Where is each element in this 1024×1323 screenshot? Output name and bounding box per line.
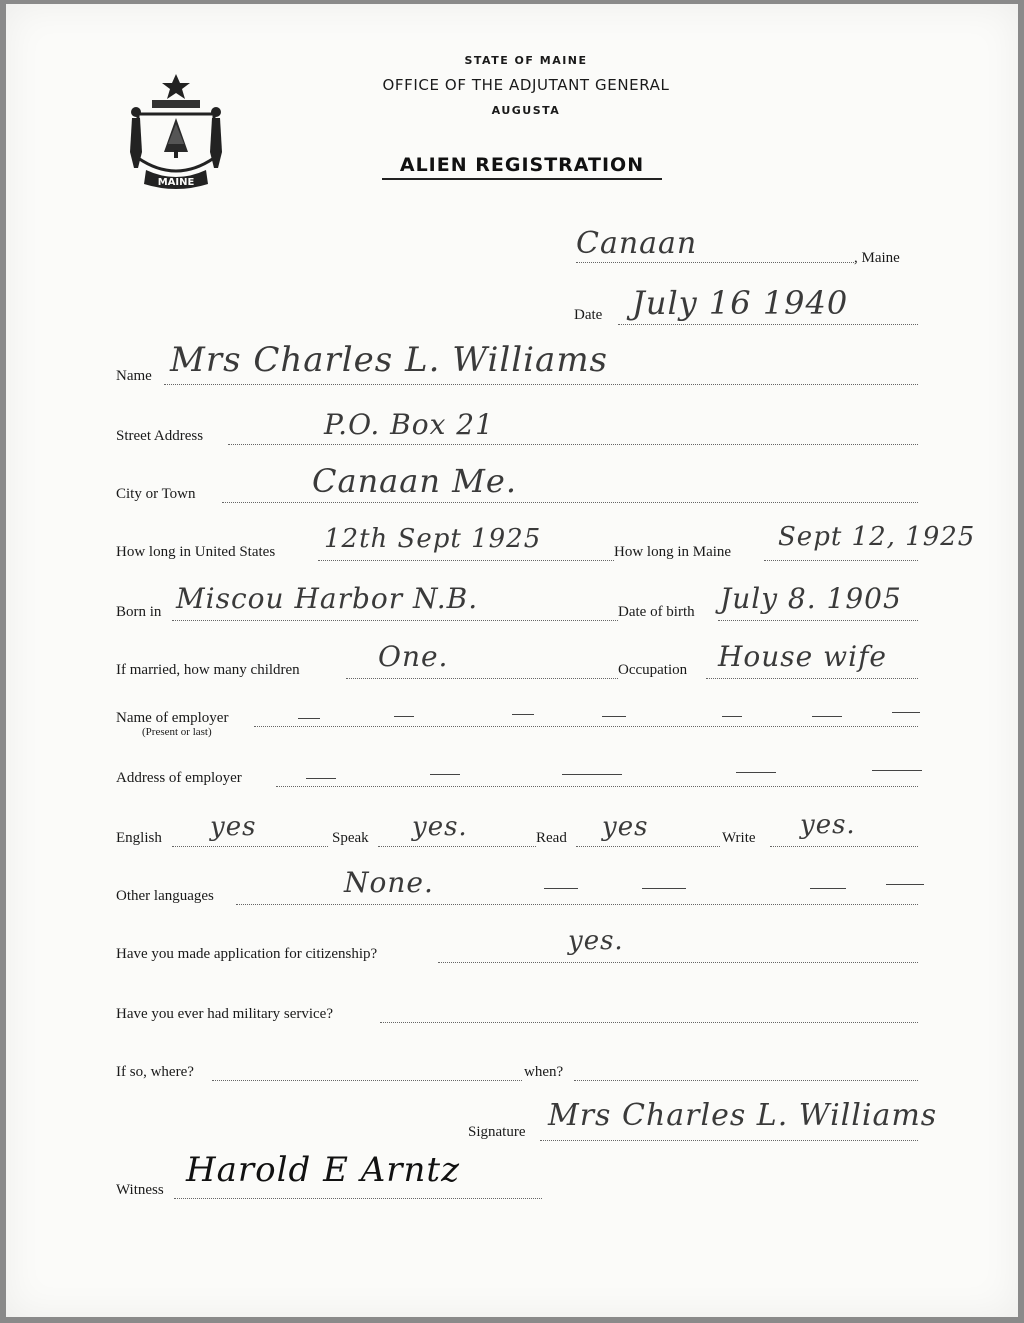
employer-address-blank-mark [430, 774, 460, 775]
other-languages-line [236, 904, 918, 905]
city-value: Canaan Me. [312, 462, 517, 500]
where-line [212, 1080, 522, 1081]
us-duration-value: 12th Sept 1925 [324, 524, 542, 554]
read-label: Read [536, 830, 567, 846]
employer-line [254, 726, 918, 727]
english-label: English [116, 830, 162, 846]
us-duration-line [318, 560, 614, 561]
street-value: P.O. Box 21 [324, 408, 494, 441]
write-value: yes. [800, 810, 856, 840]
children-line [346, 678, 618, 679]
languages-blank-mark [886, 884, 924, 885]
city-heading: AUGUSTA [491, 104, 561, 117]
city-line [222, 502, 918, 503]
other-languages-label: Other languages [116, 888, 214, 904]
witness-label: Witness [116, 1182, 164, 1198]
employer-blank-mark [812, 716, 842, 717]
town-value: Canaan [576, 226, 698, 261]
when-label: when? [524, 1064, 564, 1080]
read-line [576, 846, 720, 847]
where-label: If so, where? [116, 1064, 194, 1080]
city-label: City or Town [116, 486, 196, 502]
signature-label: Signature [468, 1124, 526, 1140]
employer-blank-mark [602, 716, 626, 717]
us-duration-label: How long in United States [116, 544, 276, 560]
dob-line [718, 620, 918, 621]
witness-line [174, 1198, 542, 1199]
military-label: Have you ever had military service? [116, 1006, 333, 1022]
dob-value: July 8. 1905 [720, 582, 902, 615]
maine-duration-line [764, 560, 918, 561]
employer-address-blank-mark [872, 770, 922, 771]
citizenship-line [438, 962, 918, 963]
street-line [228, 444, 918, 445]
employer-blank-mark [722, 716, 742, 717]
read-value: yes [602, 812, 649, 842]
english-value: yes [210, 812, 257, 842]
name-line [164, 384, 918, 385]
born-in-line [172, 620, 618, 621]
maine-state-seal [124, 72, 228, 194]
signature-line [540, 1140, 918, 1141]
employer-address-blank-mark [306, 778, 336, 779]
signature-value: Mrs Charles L. Williams [548, 1098, 938, 1133]
military-line [380, 1022, 918, 1023]
citizenship-label: Have you made application for citizenship? [116, 946, 378, 962]
children-value: One. [378, 640, 449, 673]
languages-blank-mark [642, 888, 686, 889]
english-line [172, 846, 328, 847]
employer-address-label: Address of employer [116, 770, 242, 786]
citizenship-value: yes. [568, 926, 624, 956]
speak-label: Speak [332, 830, 369, 846]
occupation-value: House wife [718, 640, 888, 673]
employer-label: Name of employer [116, 710, 229, 726]
speak-value: yes. [412, 812, 468, 842]
registration-form-page [6, 4, 1018, 1317]
employer-address-blank-mark [736, 772, 776, 773]
date-value: July 16 1940 [632, 284, 849, 322]
maine-duration-value: Sept 12, 1925 [778, 522, 976, 552]
employer-blank-mark [512, 714, 534, 715]
dob-label: Date of birth [618, 604, 695, 620]
town-line [576, 262, 854, 263]
languages-blank-mark [810, 888, 846, 889]
employer-address-line [276, 786, 918, 787]
employer-blank-mark [298, 718, 320, 719]
other-languages-value: None. [344, 866, 434, 899]
employer-blank-mark [892, 712, 920, 713]
form-title: ALIEN REGISTRATION [382, 154, 662, 180]
occupation-line [706, 678, 918, 679]
maine-duration-label: How long in Maine [614, 544, 732, 560]
name-value: Mrs Charles L. Williams [170, 340, 609, 380]
employer-blank-mark [394, 716, 414, 717]
employer-sublabel: (Present or last) [142, 726, 212, 738]
svg-text:MAINE: MAINE [157, 177, 195, 188]
maine-label: , Maine [854, 250, 900, 266]
born-in-label: Born in [116, 604, 162, 620]
occupation-label: Occupation [618, 662, 688, 678]
date-label: Date [574, 307, 603, 323]
employer-address-blank-mark [562, 774, 622, 775]
speak-line [378, 846, 536, 847]
state-heading: STATE OF MAINE [464, 54, 588, 67]
street-label: Street Address [116, 428, 204, 444]
when-line [574, 1080, 918, 1081]
languages-blank-mark [544, 888, 578, 889]
children-label: If married, how many children [116, 662, 300, 678]
write-line [770, 846, 918, 847]
office-heading: OFFICE OF THE ADJUTANT GENERAL [382, 76, 670, 94]
write-label: Write [722, 830, 756, 846]
born-in-value: Miscou Harbor N.B. [176, 582, 479, 615]
witness-value: Harold E Arntz [186, 1150, 460, 1190]
date-line [618, 324, 918, 325]
name-label: Name [116, 368, 152, 384]
